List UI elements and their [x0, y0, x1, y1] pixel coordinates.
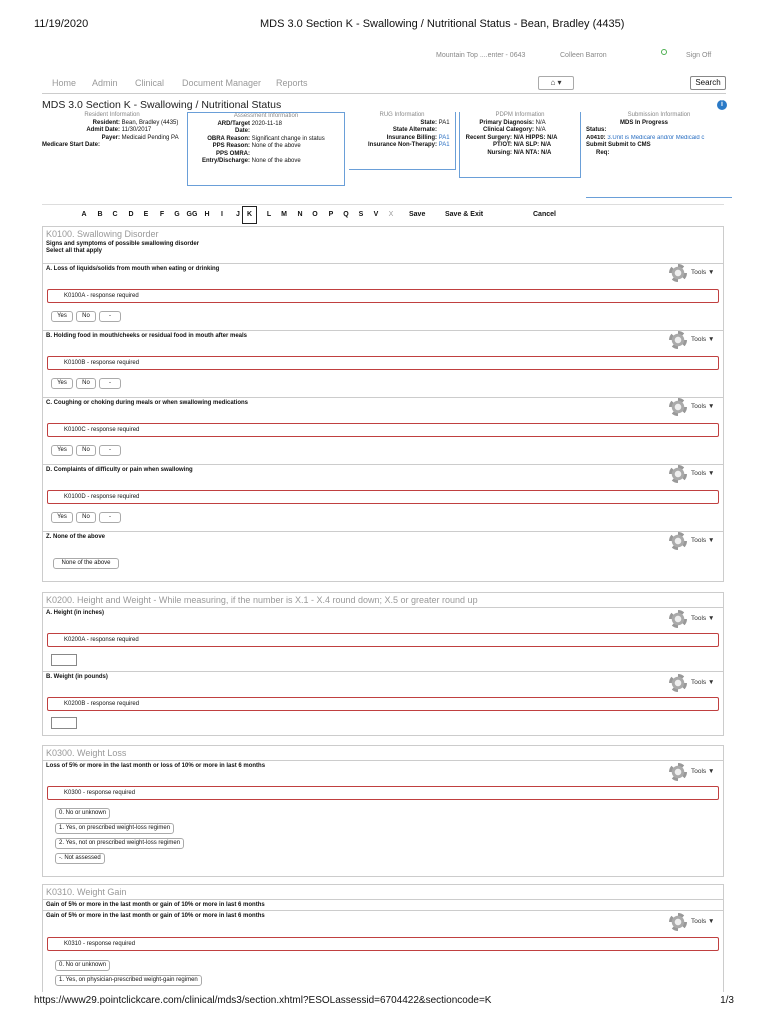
tools-label: Tools ▼ — [691, 768, 715, 775]
req-label: Req: — [596, 149, 610, 156]
k0200-title: K0200. Height and Weight - While measuring, if the number is X.1 - X.4 round down; X.5 or greater round up — [46, 595, 478, 605]
height-input[interactable] — [51, 654, 77, 666]
status-label: Status: — [586, 127, 607, 133]
gear-icon — [669, 264, 687, 282]
k0300-label: Loss of 5% or more in the last month or loss of 10% or more in last 6 months — [46, 763, 266, 769]
k0100z-label: Z. None of the above — [46, 534, 106, 540]
k0100z-row — [43, 531, 723, 581]
submission-info-panel — [586, 112, 732, 198]
resident-value: Bean, Bradley (4435) — [121, 119, 179, 126]
section-link-v[interactable]: V — [373, 211, 379, 218]
assessment-info-panel — [187, 112, 345, 186]
weight-input[interactable] — [51, 717, 77, 729]
k0100-instruction: Select all that apply — [46, 248, 103, 254]
k0100c-required: K0100C - response required — [47, 423, 719, 437]
k0310-head-row — [43, 899, 723, 909]
section-link-a[interactable]: A — [81, 211, 87, 218]
facility-selector[interactable]: Mountain Top ....enter - 0643 — [436, 52, 526, 59]
k0100b-label: B. Holding food in mouth/cheeks or residual food in mouth after meals — [46, 333, 248, 339]
section-link-g[interactable]: G — [174, 211, 180, 218]
info-icon[interactable]: i — [717, 100, 727, 110]
sign-off-link[interactable]: Sign Off — [686, 52, 712, 59]
k0300-required: K0300 - response required — [47, 786, 719, 800]
k0310-section — [42, 884, 724, 992]
section-link-k[interactable]: K — [242, 206, 257, 224]
print-date: 11/19/2020 — [34, 18, 89, 30]
section-link-d[interactable]: D — [128, 211, 134, 218]
tools-menu[interactable] — [669, 331, 719, 349]
k0100a-required: K0100A - response required — [47, 289, 719, 303]
k0200b-required: K0200B - response required — [47, 697, 719, 711]
tools-label: Tools ▼ — [691, 679, 715, 686]
tools-menu[interactable] — [669, 763, 719, 781]
tools-menu[interactable] — [669, 913, 719, 931]
nursing-value: N/A NTA: N/A — [513, 149, 552, 156]
k0100b-yes-button[interactable]: Yes — [51, 378, 73, 389]
k0100d-label: D. Complaints of difficulty or pain when swallowing — [46, 467, 193, 473]
cancel-button[interactable]: Cancel — [533, 211, 556, 218]
k0100d-required: K0100D - response required — [47, 490, 719, 504]
k0100a-no-button[interactable]: No — [76, 311, 96, 322]
gear-icon — [669, 465, 687, 483]
tools-label: Tools ▼ — [691, 269, 715, 276]
k0100c-yes-button[interactable]: Yes — [51, 445, 73, 456]
resident-label: Resident: — [92, 119, 120, 126]
admit-date-value: 11/30/2017 — [121, 127, 152, 133]
tools-label: Tools ▼ — [691, 403, 715, 410]
rug-info-header: RUG Information — [379, 112, 425, 118]
section-link-gg[interactable]: GG — [186, 211, 198, 218]
k0100z-none-button[interactable]: None of the above — [53, 558, 119, 569]
k0100-section — [42, 226, 724, 582]
print-url: https://www29.pointclickcare.com/clinical/mds3/section.xhtml?ESOLassessid=6704422&sectioncode=K — [34, 995, 492, 1006]
k0200a-label: A. Height (in inches) — [46, 610, 105, 616]
section-link-n[interactable]: N — [297, 211, 303, 218]
k0100-title: K0100. Swallowing Disorder — [46, 229, 159, 239]
k0100b-no-button[interactable]: No — [76, 378, 96, 389]
recent-surgery-label: Recent Surgery: — [465, 134, 512, 141]
ard-value: 2020-11-18 — [251, 120, 282, 127]
k0200a-required: K0200A - response required — [47, 633, 719, 647]
user-bar — [0, 52, 768, 64]
clinical-cat-label: Clinical Category: — [482, 127, 534, 133]
tools-label: Tools ▼ — [691, 470, 715, 477]
k0100d-dash-button[interactable]: - — [99, 512, 121, 523]
k0200b-label: B. Weight (in pounds) — [46, 674, 108, 680]
section-link-b[interactable]: B — [97, 211, 103, 218]
section-link-p[interactable]: P — [328, 211, 334, 218]
pps-reason-value: None of the above — [251, 143, 301, 149]
search-button[interactable]: Search — [690, 76, 726, 90]
tools-menu[interactable] — [669, 610, 719, 628]
k0310-title: K0310. Weight Gain — [46, 887, 127, 897]
k0100d-yes-button[interactable]: Yes — [51, 512, 73, 523]
ptot-value: N/A SLP: N/A — [513, 142, 552, 148]
k0100a-row — [43, 263, 723, 329]
nav-clinical[interactable]: Clinical — [135, 78, 165, 88]
k0300-section — [42, 745, 724, 877]
gear-icon — [669, 331, 687, 349]
save-exit-button[interactable]: Save & Exit — [445, 211, 484, 218]
gear-icon — [669, 610, 687, 628]
rug-state-label: State: — [420, 119, 437, 126]
tools-label: Tools ▼ — [691, 918, 715, 925]
tools-menu[interactable] — [669, 532, 719, 550]
rug-ins-nontherapy-value[interactable]: PA1 — [438, 142, 450, 148]
k0300-option-1[interactable]: 1. Yes, on prescribed weight-loss regimen — [55, 823, 174, 834]
rug-info-panel — [349, 112, 456, 170]
ard-label: ARD/Target — [217, 120, 250, 127]
nav-admin[interactable]: Admin — [92, 78, 118, 88]
k0310-option-0[interactable]: 0. No or unknown — [55, 960, 110, 971]
k0300-title: K0300. Weight Loss — [46, 748, 127, 758]
k0100c-no-button[interactable]: No — [76, 445, 96, 456]
k0100c-label: C. Coughing or choking during meals or when swallowing medications — [46, 400, 249, 406]
admit-date-label: Admit Date: — [86, 127, 120, 133]
nursing-label: Nursing: — [487, 149, 512, 156]
print-header — [34, 18, 734, 32]
k0100c-row — [43, 397, 723, 463]
pps-omra-label: PPS OMRA: — [215, 150, 250, 157]
k0310-option-1[interactable]: 1. Yes, on physician-prescribed weight-gain regimen — [55, 975, 202, 986]
date-label: Date: — [234, 128, 250, 134]
rug-state-alt-label: State Alternate: — [392, 127, 437, 133]
k0100c-dash-button[interactable]: - — [99, 445, 121, 456]
print-title: MDS 3.0 Section K - Swallowing / Nutritional Status - Bean, Bradley (4435) — [260, 18, 625, 30]
k0300-option-dash[interactable]: -. Not assessed — [55, 853, 105, 864]
k0310-label: Gain of 5% or more in the last month or gain of 10% or more in last 6 months — [46, 913, 265, 919]
nav-reports[interactable]: Reports — [276, 78, 308, 88]
pdpm-info-header: PDPM Information — [495, 112, 545, 118]
section-link-x[interactable]: X — [388, 211, 394, 218]
k0100d-row — [43, 464, 723, 530]
k0100d-no-button[interactable]: No — [76, 512, 96, 523]
mds-status-value: MDS In Progress — [620, 119, 669, 126]
section-link-q[interactable]: Q — [343, 211, 349, 218]
submission-info-header: Submission Information — [627, 112, 691, 118]
gear-icon — [669, 913, 687, 931]
section-letter-nav — [42, 204, 724, 226]
medicare-start-label: Medicare Start Date: — [42, 142, 101, 148]
tools-label: Tools ▼ — [691, 537, 715, 544]
status-dot-icon — [661, 49, 667, 55]
home-menu-button[interactable]: ⌂ ▾ — [538, 76, 574, 90]
k0310-required: K0310 - response required — [47, 937, 719, 951]
tools-label: Tools ▼ — [691, 615, 715, 622]
clinical-cat-value: N/A — [535, 127, 546, 133]
k0100b-row — [43, 330, 723, 396]
section-link-j[interactable]: J — [236, 211, 240, 218]
print-footer — [34, 995, 734, 1007]
gear-icon — [669, 763, 687, 781]
k0310-heading: Gain of 5% or more in the last month or gain of 10% or more in last 6 months — [46, 902, 265, 908]
k0100-heading: Signs and symptoms of possible swallowing disorder — [46, 241, 200, 247]
nav-home[interactable]: Home — [52, 78, 77, 88]
section-link-m[interactable]: M — [281, 211, 287, 218]
tools-menu[interactable] — [669, 465, 719, 483]
tools-menu[interactable] — [669, 674, 719, 692]
a0410-value[interactable]: 3.Unit is Medicare and/or Medicaid c — [607, 134, 705, 141]
k0100b-required: K0100B - response required — [47, 356, 719, 370]
section-link-o[interactable]: O — [312, 211, 318, 218]
nav-document-manager[interactable]: Document Manager — [182, 78, 262, 88]
k0300-option-0[interactable]: 0. No or unknown — [55, 808, 110, 819]
rug-ins-nontherapy-label: Insurance Non-Therapy: — [367, 142, 437, 148]
resident-info-panel — [42, 112, 182, 150]
recent-surgery-value: N/A HIPPS: N/A — [513, 134, 558, 141]
primary-dx-value: N/A — [535, 119, 546, 126]
gear-icon — [669, 398, 687, 416]
k0200-section — [42, 592, 724, 736]
section-link-l[interactable]: L — [266, 211, 272, 218]
gear-icon — [669, 674, 687, 692]
payer-value: Medicaid Pending PA — [121, 134, 179, 141]
tools-menu[interactable] — [669, 264, 719, 282]
a0410-label: A0410: — [586, 134, 606, 141]
k0200b-row — [43, 671, 723, 735]
page-number: 1/3 — [720, 995, 734, 1006]
rug-ins-billing-value[interactable]: PA1 — [438, 134, 450, 141]
gear-icon — [669, 532, 687, 550]
section-link-i[interactable]: I — [221, 211, 223, 218]
section-link-e[interactable]: E — [143, 211, 149, 218]
tools-menu[interactable] — [669, 398, 719, 416]
rug-state-value: PA1 — [438, 119, 450, 126]
entry-discharge-value: None of the above — [251, 158, 301, 164]
main-nav — [42, 74, 726, 94]
k0300-row — [43, 760, 723, 876]
page-title: MDS 3.0 Section K - Swallowing / Nutritional Status — [42, 99, 282, 111]
section-link-h[interactable]: H — [204, 211, 210, 218]
primary-dx-label: Primary Diagnosis: — [479, 119, 534, 126]
obra-reason-label: OBRA Reason: — [207, 135, 250, 142]
save-button[interactable]: Save — [409, 211, 426, 218]
pps-reason-label: PPS Reason: — [212, 143, 250, 149]
rug-ins-billing-label: Insurance Billing: — [386, 134, 437, 141]
section-link-c[interactable]: C — [112, 211, 118, 218]
section-link-s[interactable]: S — [358, 211, 364, 218]
entry-discharge-label: Entry/Discharge: — [201, 158, 250, 164]
pdpm-info-panel — [459, 112, 581, 178]
assessment-info-header: Assessment Information — [233, 113, 299, 119]
obra-reason-value: Significant change in status — [251, 135, 325, 142]
k0310-row — [43, 910, 723, 993]
k0100a-dash-button[interactable]: - — [99, 311, 121, 322]
ptot-label: PT/OT: — [493, 142, 512, 148]
submit-to-cms[interactable]: Submit Submit to CMS — [586, 142, 651, 148]
k0100a-label: A. Loss of liquids/solids from mouth when eating or drinking — [46, 266, 220, 272]
k0200a-row — [43, 607, 723, 671]
k0100b-dash-button[interactable]: - — [99, 378, 121, 389]
k0100a-yes-button[interactable]: Yes — [51, 311, 73, 322]
tools-label: Tools ▼ — [691, 336, 715, 343]
section-link-f[interactable]: F — [159, 211, 165, 218]
user-name[interactable]: Colleen Barron — [560, 52, 607, 59]
payer-label: Payer: — [101, 134, 120, 141]
resident-info-header: Resident Information — [84, 112, 140, 118]
k0300-option-2[interactable]: 2. Yes, not on prescribed weight-loss regimen — [55, 838, 184, 849]
